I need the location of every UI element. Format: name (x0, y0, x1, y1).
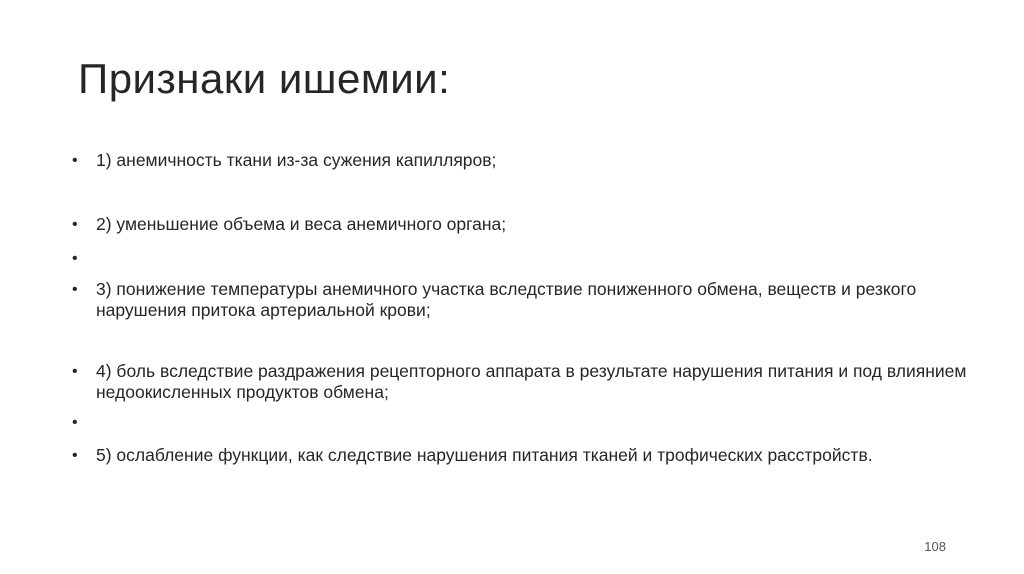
bullet-text: 2) уменьшение объема и веса анемичного органа; (96, 214, 507, 234)
bullet-text: 5) ослабление функции, как следствие нарушения питания тканей и трофических расстройств. (96, 445, 873, 465)
bullet-marker: • (72, 152, 78, 169)
bullet-marker: • (72, 363, 78, 380)
bullet-marker: • (72, 447, 78, 464)
bullet-marker: • (72, 216, 78, 233)
bullet-text: 4) боль вследствие раздражения рецепторного аппарата в результате нарушения питания и под влиянием недоокисленных продуктов обмена; (96, 361, 967, 402)
bullet-marker: • (72, 414, 78, 431)
bullet-text: 3) понижение температуры анемичного участка вследствие пониженного обмена, веществ и резкого нарушения притока артериальной крови; (96, 279, 917, 320)
slide-title: Признаки ишемии: (78, 55, 451, 102)
bullet-marker: • (72, 281, 78, 298)
bullet-marker: • (72, 250, 78, 267)
bullet-text: 1) анемичность ткани из-за сужения капилляров; (96, 150, 497, 170)
page-number: 108 (924, 539, 946, 554)
